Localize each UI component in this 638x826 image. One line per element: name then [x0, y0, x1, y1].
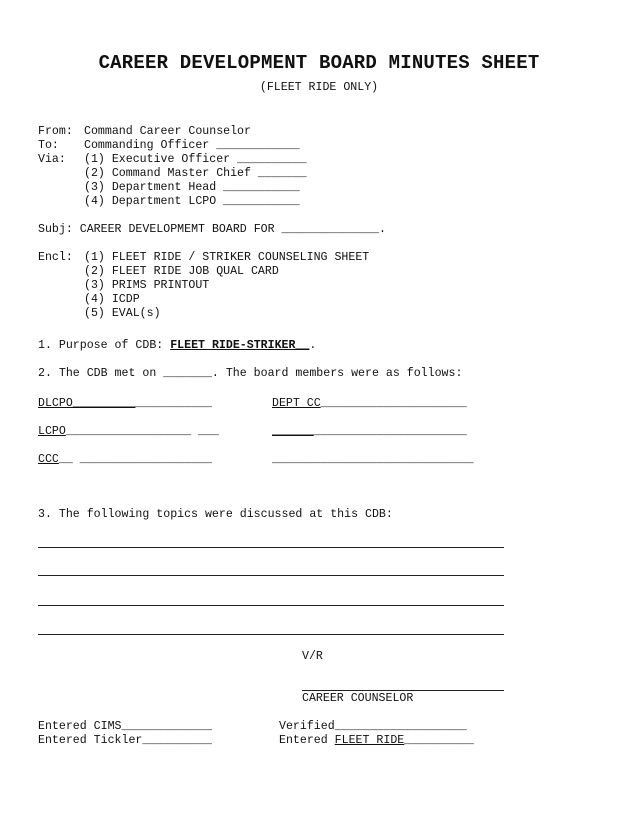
entered-cims: Entered CIMS_____________ [38, 720, 212, 733]
dept-cc-blank: _____________________ [320, 397, 467, 410]
topics-heading: 3. The following topics were discussed at this CDB: [38, 508, 393, 521]
dept-cc-label: DEPT CC [272, 397, 321, 410]
purpose-label: 1. Purpose of CDB: [38, 339, 164, 352]
entered-fleet-blank: __________ [404, 734, 474, 747]
to-label: To: [38, 139, 59, 152]
ccc-label: CCC [38, 453, 59, 466]
lcpo-label: LCPO [38, 425, 66, 438]
via-item: (3) Department Head ___________ [84, 181, 300, 194]
subject-label: Subj: [38, 223, 73, 236]
document-subtitle: (FLEET RIDE ONLY) [259, 81, 379, 94]
via-item: (1) Executive Officer __________ [84, 153, 307, 166]
ccc-blank: __ ___________________ [58, 453, 212, 466]
via-label: Via: [38, 153, 66, 166]
enclosure-item: (5) EVAL(s) [84, 307, 161, 320]
to-value: Commanding Officer ____________ [84, 139, 300, 152]
purpose-value: FLEET RIDE-STRIKER__ [170, 339, 310, 352]
via-item: (2) Command Master Chief _______ [84, 167, 307, 180]
purpose-end: . [309, 339, 317, 352]
topics-line [38, 547, 504, 548]
valediction: V/R [302, 650, 323, 663]
from-value: Command Career Counselor [84, 125, 251, 138]
entered-fleet-ride [279, 734, 474, 748]
enclosure-item: (2) FLEET RIDE JOB QUAL CARD [84, 265, 279, 278]
via-item: (4) Department LCPO ___________ [84, 195, 300, 208]
dept-cc-line [272, 397, 467, 411]
member-blank: ______ [272, 425, 314, 438]
enclosure-label: Encl: [38, 251, 73, 264]
lcpo-line [38, 425, 219, 439]
topics-line [38, 634, 504, 635]
ccc-line [38, 453, 212, 467]
member-blank-line [272, 425, 467, 439]
subject-blank: ______________ [281, 223, 379, 236]
topics-line [38, 575, 504, 576]
topics-line [38, 605, 504, 606]
enclosure-item: (4) ICDP [84, 293, 140, 306]
entered-fleet-label: FLEET RIDE [334, 734, 405, 747]
lcpo-blank: __________________ ___ [65, 425, 219, 438]
meeting-line: 2. The CDB met on _______. The board members were as follows: [38, 367, 463, 380]
enclosure-item: (3) PRIMS PRINTOUT [84, 279, 210, 292]
verified: Verified___________________ [279, 720, 467, 733]
entered-fleet-prefix: Entered [279, 734, 335, 747]
document-title: CAREER DEVELOPMENT BOARD MINUTES SHEET [98, 52, 540, 74]
member-blank-line: _____________________________ [272, 453, 474, 466]
from-label: From: [38, 125, 73, 138]
dlcpo-blank: ___________ [135, 397, 212, 410]
purpose-line [38, 339, 316, 353]
entered-tickler: Entered Tickler__________ [38, 734, 212, 747]
enclosure-item: (1) FLEET RIDE / STRIKER COUNSELING SHEET [84, 251, 370, 264]
subject-end: . [378, 223, 386, 236]
dlcpo-line [38, 397, 212, 411]
dlcpo-label: DLCPO_________ [38, 397, 136, 410]
member-blank-tail: ______________________ [313, 425, 467, 438]
subject-line [38, 223, 386, 237]
subject-text: CAREER DEVELOPMEMT BOARD FOR [79, 223, 275, 236]
signature-title: CAREER COUNSELOR [302, 692, 414, 705]
signature-line [302, 690, 504, 691]
